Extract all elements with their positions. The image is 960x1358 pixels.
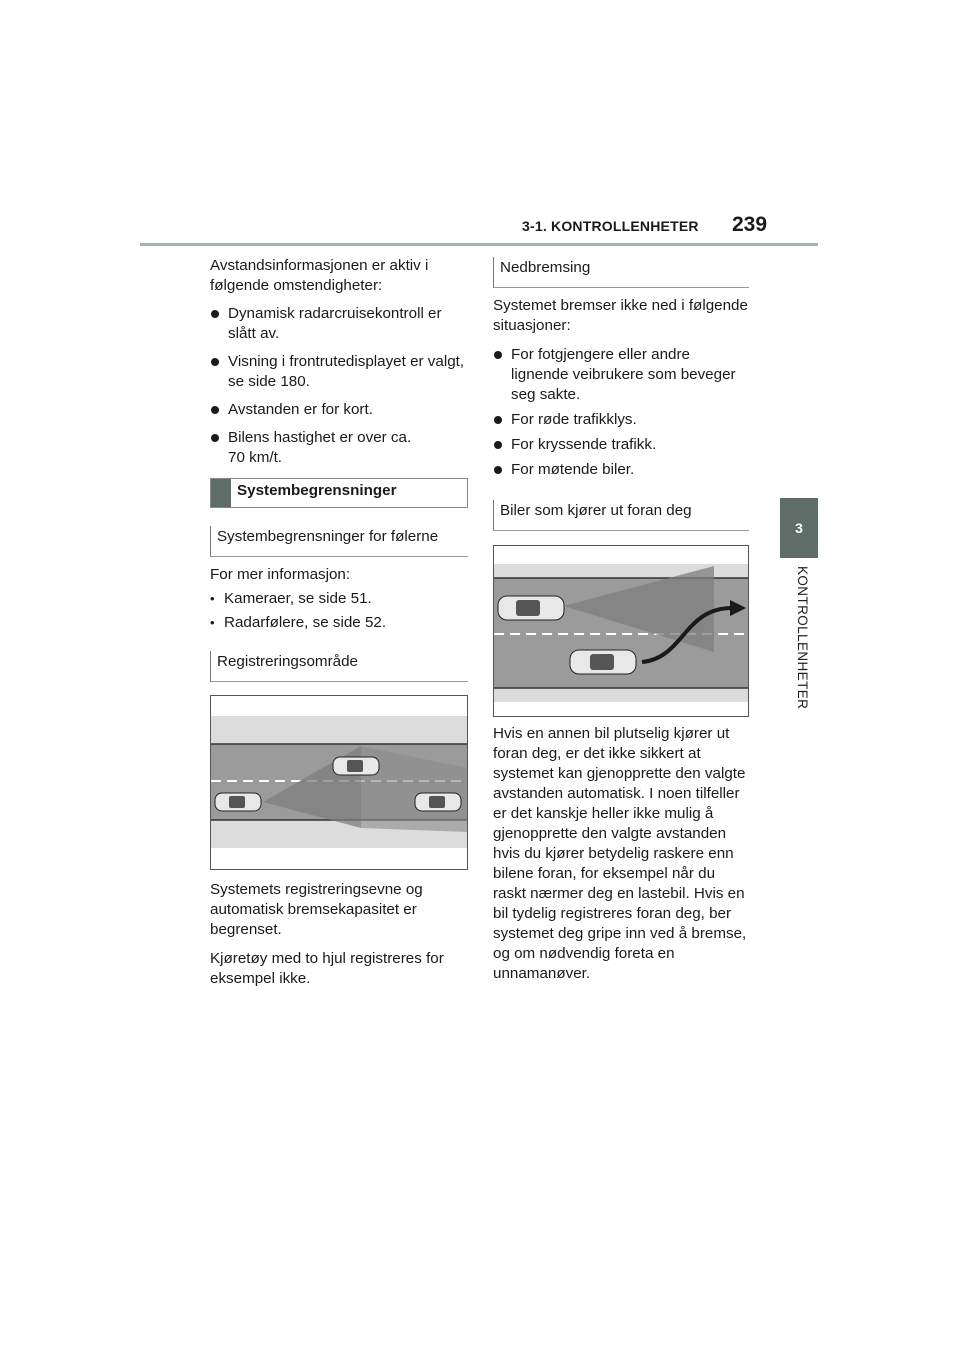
- subheading-cut-in: [493, 500, 749, 531]
- limitations-text-block: [210, 880, 468, 989]
- own-car: [215, 793, 261, 811]
- header-rule: [140, 243, 818, 246]
- subheading-cut-in-text: Biler som kjører ut foran deg: [500, 502, 692, 519]
- section-heading-box: [210, 478, 468, 508]
- chapter-title: KONTROLLENHETER: [795, 566, 810, 710]
- section-marker: [211, 479, 231, 507]
- braking-intro: Systemet bremser ikke ned i følgende situasjoner:: [493, 297, 748, 334]
- braking-item: For kryssende trafikk.: [493, 435, 749, 455]
- verge: [211, 716, 467, 744]
- condition-item: Bilens hastighet er over ca. 70 km/t.: [210, 428, 428, 468]
- braking-block: [493, 296, 749, 480]
- subheading-braking-text: Nedbremsing: [500, 259, 591, 276]
- braking-item: For røde trafikklys.: [493, 410, 749, 430]
- more-info-text: For mer informasjon:: [210, 566, 351, 583]
- car-adjacent-lane: [333, 757, 379, 775]
- section-title: Systembegrensninger: [237, 482, 397, 499]
- more-info-item: • Kameraer, se side 51.: [210, 589, 468, 609]
- detection-area-illustration: [211, 696, 467, 869]
- braking-item: For fotgjengere eller andre lignende veibrukere som beveger seg sakte.: [493, 345, 751, 405]
- subheading-sensors-text: Systembegrensninger for følerne: [217, 528, 439, 545]
- condition-item: Visning i frontrutedisplayet er valgt, se side 180.: [210, 352, 465, 392]
- subheading-detection-text: Registreringsområde: [217, 653, 358, 670]
- car-ahead-same-lane: [415, 793, 461, 811]
- own-car: [498, 596, 564, 620]
- subheading-sensors: [210, 526, 468, 557]
- braking-item: For møtende biler.: [493, 460, 749, 480]
- condition-item: Avstanden er for kort.: [210, 400, 465, 420]
- subheading-braking: [493, 257, 749, 288]
- more-info-block: [210, 565, 468, 633]
- paragraph: Kjøretøy med to hjul registreres for eksempel ikke.: [210, 950, 444, 987]
- cut-in-text-block: [493, 724, 751, 984]
- cut-in-illustration: [494, 546, 748, 716]
- cut-in-figure: [493, 545, 749, 717]
- page-number: 239: [732, 213, 768, 236]
- more-info-item: • Radarfølere, se side 52.: [210, 613, 468, 633]
- verge: [494, 688, 748, 702]
- subheading-detection: [210, 651, 468, 682]
- intro-text: Avstandsinformasjonen er aktiv i følgende omstendigheter:: [210, 257, 429, 294]
- running-header-section: 3-1. KONTROLLENHETER: [522, 218, 699, 234]
- left-intro-block: [210, 256, 465, 468]
- detection-area-figure: [210, 695, 468, 870]
- chapter-tab: 3: [780, 498, 818, 558]
- cut-in-paragraph: Hvis en annen bil plutselig kjører ut foran deg, er det ikke sikkert at systemet kan gjenopprette den valgte avstanden automatisk. I noen tilfeller er det kanskje heller ikke mulig å gjenopprette den valgte avstanden hvis du kjører betydelig raskere enn bilene foran, for eksempel når du raskt nærmer deg en lastebil. Hvis en bil tydelig registreres foran deg, ber systemet deg gripe inn ved å bremse, og om nødvendig foreta en unnamanøver.: [493, 725, 747, 982]
- chapter-tab-label: [790, 566, 810, 736]
- cutting-in-car: [570, 650, 636, 674]
- paragraph: Systemets registreringsevne og automatisk bremsekapasitet er begrenset.: [210, 881, 423, 938]
- condition-item: Dynamisk radarcruisekontroll er slått av.: [210, 304, 465, 344]
